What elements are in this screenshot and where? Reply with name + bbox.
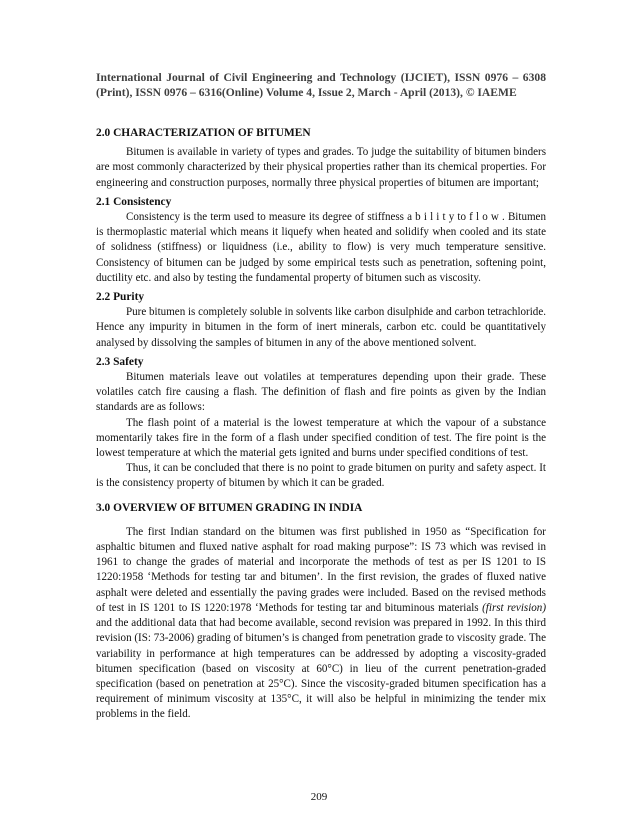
section-2-1-heading: 2.1 Consistency xyxy=(96,195,172,208)
article-body xyxy=(96,126,546,723)
section-2-3-paragraph-1: Bitumen materials leave out volatiles at temperatures depending upon their grade. These volatiles catch fire causing a flash. The definition of flash and fire points as given by the Indian standards are as follows: xyxy=(96,371,546,414)
section-2-1-paragraph: Consistency is the term used to measure its degree of stiffness a b i l i t y to f l o w . Bitumen is thermoplastic material which means it liquefy when heated and solidify when cooled and its state of solidness (stiffness) or liquidness (i.e., ability to flow) is very much temperature sensitive. Consistency of bitumen can be judged by some empirical tests such as penetration, softening point, ductility etc. and also by testing the fundamental property of bitumen such as viscosity. xyxy=(96,211,546,284)
section-2-0-paragraph: Bitumen is available in variety of types and grades. To judge the suitability of bitumen binders are most commonly characterized by their physical properties rather than its chemical properties. For engineering and construction purposes, normally three physical properties of bitumen are important; xyxy=(96,146,546,189)
journal-header-line-2: (Print), ISSN 0976 – 6316(Online) Volume 4, Issue 2, March - April (2013), © IAEME xyxy=(96,86,517,99)
section-3-0-heading: 3.0 OVERVIEW OF BITUMEN GRADING IN INDIA xyxy=(96,501,363,514)
page-number: 209 xyxy=(310,791,328,803)
section-2-0-heading: 2.0 CHARACTERIZATION OF BITUMEN xyxy=(96,127,311,139)
journal-header-line-1: International Journal of Civil Engineering and Technology (IJCIET), ISSN 0976 – 6308 xyxy=(96,71,546,84)
section-3-0-text-a: The first Indian standard on the bitumen was first published in 1950 as “Specification for asphaltic bitumen and fluxed native asphalt for road making purpose”: IS 73 which was revised in 1961 to change the grades of material and incorporate the methods of test as per IS 1201 to IS 1220:1958 ‘Methods for testing tar and bitumen’. In the first revision, the grades of fluxed native asphalt were deleted and essentially the paving grades were included. Based on the revised methods of test in IS 1201 to IS 1220:1978 ‘Methods for testing tar and bituminous materials xyxy=(96,525,546,614)
section-3-0-text-emphasis: (first revision) xyxy=(482,601,546,614)
section-2-3-paragraph-3: Thus, it can be concluded that there is no point to grade bitumen on purity and safety aspect. It is the consistency property of bitumen by which it can be graded. xyxy=(96,462,546,490)
section-2-3-paragraph-2: The flash point of a material is the lowest temperature at which the vapour of a substance momentarily takes fire in the form of a flash under specified condition of test. The fire point is the lowest temperature at which the material gets ignited and burns under specified conditions of test. xyxy=(96,416,546,460)
section-3-0-text-b: and the additional data that had become available, second revision was prepared in 1992. In this third revision (IS: 73-2006) grading of bitumen’s is changed from penetration grade to viscosity grade. The variability in performance at high temperatures can be addressed by adopting a viscosity-graded bitumen specification (based on viscosity at 60°C) in lieu of the current penetration-graded specification (based on penetration at 25°C). Since the viscosity-graded bitumen specification has a requirement of minimum viscosity at 135°C, it will also be helpful in minimizing the tender mix problems in the field. xyxy=(96,617,546,721)
journal-header xyxy=(96,70,546,100)
section-2-3-heading: 2.3 Safety xyxy=(96,355,144,368)
section-3-0-paragraph xyxy=(96,525,546,723)
section-2-2-paragraph: Pure bitumen is completely soluble in solvents like carbon disulphide and carbon tetrachloride. Hence any impurity in bitumen in the form of inert minerals, carbon etc. could be quantitatively analysed by dissolving the samples of bitumen in any of the above mentioned solvent. xyxy=(96,306,546,349)
section-2-2-heading: 2.2 Purity xyxy=(96,291,145,304)
